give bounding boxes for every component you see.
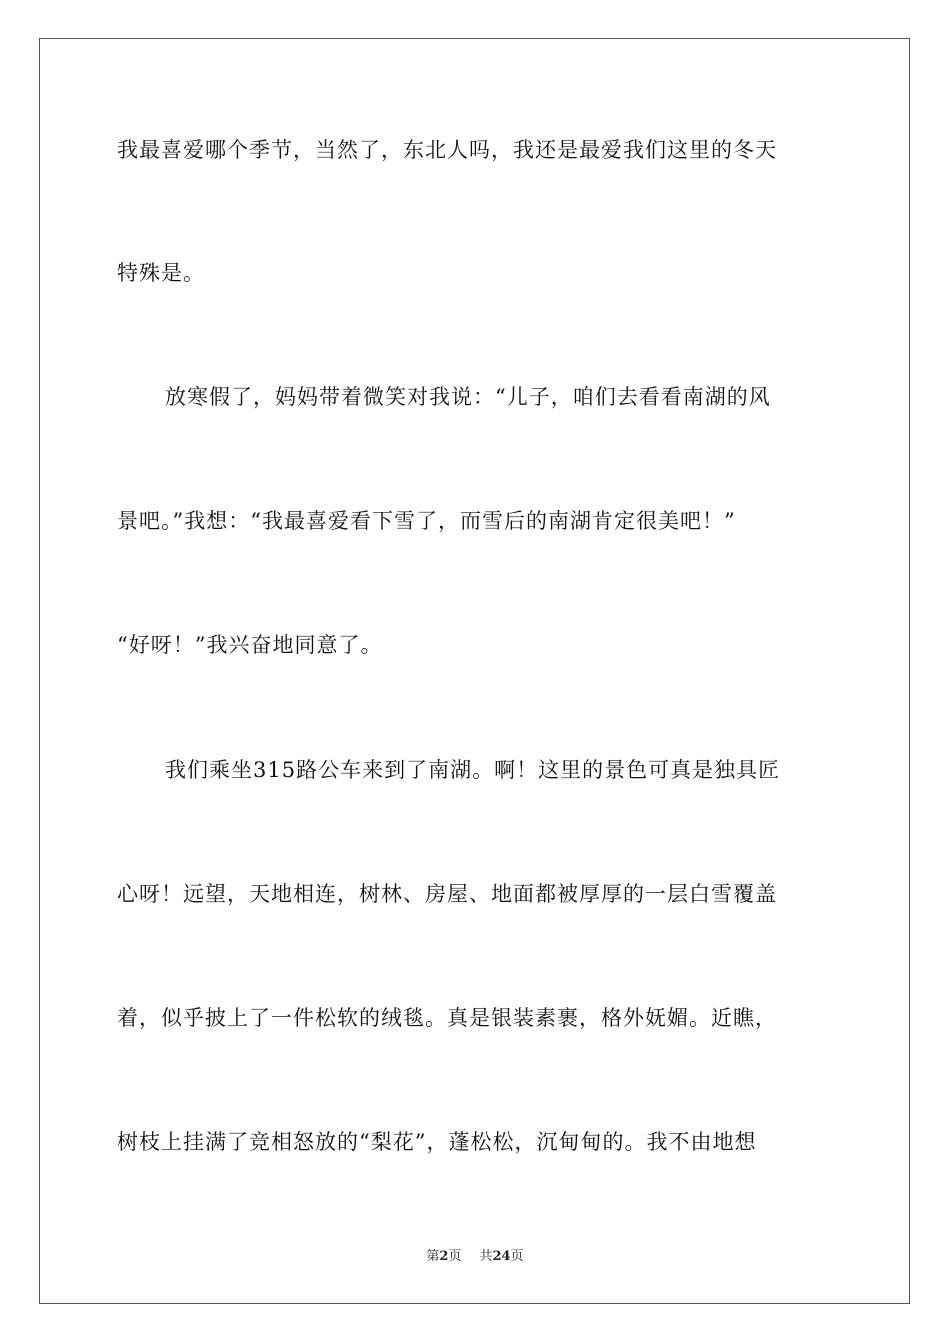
text-line: 特殊是。 (117, 261, 205, 285)
text-line: 心呀！远望，天地相连，树林、房屋、地面都被厚厚的一层白雪覆盖 (117, 882, 777, 906)
page-prefix: 第 (426, 1249, 440, 1264)
paragraph-start-line: 放寒假了，妈妈带着微笑对我说：“儿子，咱们去看看南湖的风 (165, 385, 771, 409)
text-line: 我最喜爱哪个季节，当然了，东北人吗，我还是最爱我们这里的冬天 (117, 138, 777, 162)
total-prefix: 共 (479, 1249, 493, 1264)
text-line: 景吧。”我想：“我最喜爱看下雪了，而雪后的南湖肯定很美吧！” (117, 509, 736, 533)
text-line: “好呀！”我兴奋地同意了。 (117, 633, 383, 657)
page-suffix: 页 (448, 1249, 462, 1264)
page-number: 2 (439, 1249, 449, 1264)
total-suffix: 页 (510, 1249, 524, 1264)
page-footer (0, 1249, 950, 1265)
total-pages: 24 (492, 1249, 511, 1264)
text-line: 着，似乎披上了一件松软的绒毯。真是银装素裹，格外妩媚。近瞧， (117, 1006, 777, 1030)
paragraph-start-line: 我们乘坐315路公车来到了南湖。啊！这里的景色可真是独具匠 (165, 758, 781, 782)
page-border (39, 38, 910, 1304)
text-line: 树枝上挂满了竞相怒放的“梨花”，蓬松松，沉甸甸的。我不由地想 (117, 1130, 757, 1154)
